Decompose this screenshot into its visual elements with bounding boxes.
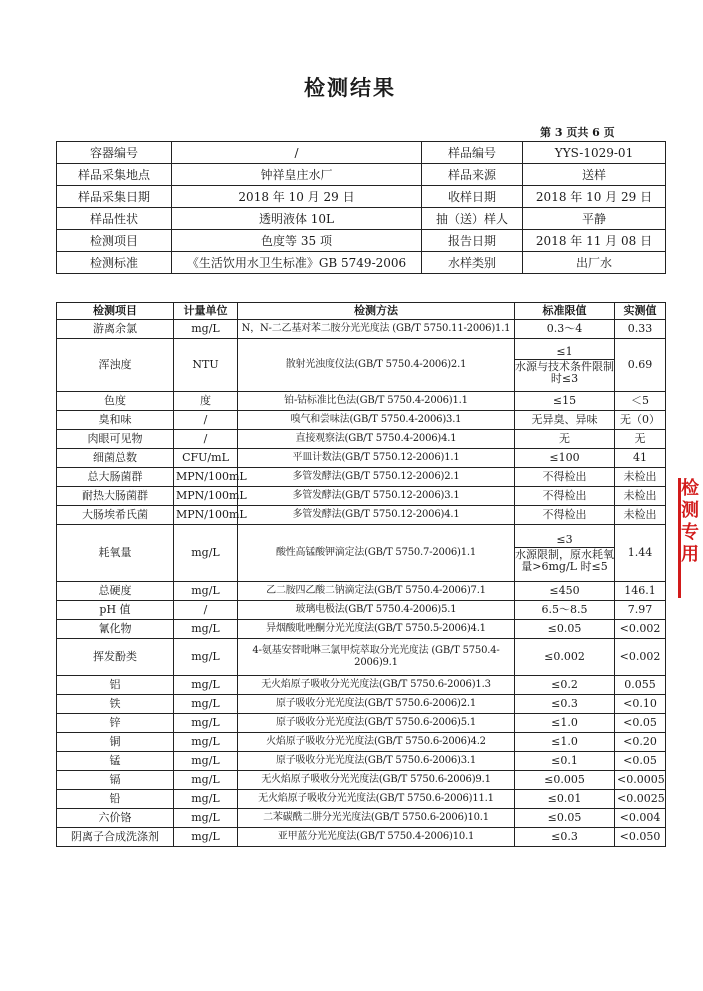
page-number: 第 3 页共 6 页 <box>540 126 615 139</box>
info-value: 2018 年 10 月 29 日 <box>172 186 422 208</box>
cell-limit: ≤0.1 <box>515 752 615 771</box>
cell-unit: mg/L <box>174 790 238 809</box>
cell-item: 铜 <box>57 733 174 752</box>
cell-value: <0.20 <box>615 733 666 752</box>
cell-limit: ≤0.2 <box>515 676 615 695</box>
cell-method: 原子吸收分光光度法(GB/T 5750.6-2006)5.1 <box>238 714 515 733</box>
cell-value: <0.004 <box>615 809 666 828</box>
table-row <box>57 582 666 601</box>
cell-limit: ≤1.0 <box>515 733 615 752</box>
cell-method: 多管发酵法(GB/T 5750.12-2006)3.1 <box>238 487 515 506</box>
info-value: 出厂水 <box>523 252 666 274</box>
cell-value: 未检出 <box>615 506 666 525</box>
info-value: 《生活饮用水卫生标准》GB 5749-2006 <box>172 252 422 274</box>
cell-item: 阴离子合成洗涤剂 <box>57 828 174 847</box>
info-value: 钟祥皇庄水厂 <box>172 164 422 186</box>
cell-unit: CFU/mL <box>174 449 238 468</box>
cell-item: 锰 <box>57 752 174 771</box>
cell-item: pH 值 <box>57 601 174 620</box>
cell-item: 六价铬 <box>57 809 174 828</box>
cell-value: <0.0005 <box>615 771 666 790</box>
cell-value: ＜5 <box>615 392 666 411</box>
table-row <box>57 506 666 525</box>
table-row <box>57 468 666 487</box>
info-label: 样品编号 <box>422 142 523 164</box>
header-method: 检测方法 <box>238 303 515 320</box>
cell-limit: ≤0.3 <box>515 828 615 847</box>
limit-primary: ≤1 <box>515 345 614 360</box>
cell-value: 0.33 <box>615 320 666 339</box>
table-row <box>57 639 666 676</box>
cell-item: 游离余氯 <box>57 320 174 339</box>
cell-unit: mg/L <box>174 733 238 752</box>
cell-unit: MPN/100mL <box>174 487 238 506</box>
cell-unit: mg/L <box>174 809 238 828</box>
red-seal-stamp: 检测专用 <box>678 478 703 598</box>
cell-limit: 无异臭、异味 <box>515 411 615 430</box>
cell-unit: MPN/100mL <box>174 468 238 487</box>
cell-limit: ≤100 <box>515 449 615 468</box>
cell-item: 锌 <box>57 714 174 733</box>
cell-limit: ≤0.002 <box>515 639 615 676</box>
info-label: 样品性状 <box>57 208 172 230</box>
cell-value: 无（0） <box>615 411 666 430</box>
cell-limit: ≤0.3 <box>515 695 615 714</box>
cell-value: 未检出 <box>615 487 666 506</box>
table-row <box>57 339 666 392</box>
cell-method: N，N-二乙基对苯二胺分光光度法 (GB/T 5750.11-2006)1.1 <box>238 320 515 339</box>
cell-method: 异烟酸吡唑酮分光光度法(GB/T 5750.5-2006)4.1 <box>238 620 515 639</box>
cell-method: 玻璃电极法(GB/T 5750.4-2006)5.1 <box>238 601 515 620</box>
cell-item: 耐热大肠菌群 <box>57 487 174 506</box>
cell-item: 细菌总数 <box>57 449 174 468</box>
cell-item: 臭和味 <box>57 411 174 430</box>
cell-unit: NTU <box>174 339 238 392</box>
cell-item: 挥发酚类 <box>57 639 174 676</box>
info-label: 收样日期 <box>422 186 523 208</box>
cell-unit: mg/L <box>174 771 238 790</box>
info-value: 送样 <box>523 164 666 186</box>
info-row <box>57 208 666 230</box>
cell-limit: ≤450 <box>515 582 615 601</box>
cell-method: 散射光浊度仪法(GB/T 5750.4-2006)2.1 <box>238 339 515 392</box>
header-unit: 计量单位 <box>174 303 238 320</box>
cell-limit: 6.5～8.5 <box>515 601 615 620</box>
cell-value: 1.44 <box>615 525 666 582</box>
table-row <box>57 809 666 828</box>
cell-limit: 不得检出 <box>515 506 615 525</box>
cell-unit: mg/L <box>174 525 238 582</box>
cell-item: 铅 <box>57 790 174 809</box>
table-row <box>57 714 666 733</box>
cell-method: 二苯碳酰二肼分光光度法(GB/T 5750.6-2006)10.1 <box>238 809 515 828</box>
info-row <box>57 142 666 164</box>
cell-method: 原子吸收分光光度法(GB/T 5750.6-2006)3.1 <box>238 752 515 771</box>
cell-method: 平皿计数法(GB/T 5750.12-2006)1.1 <box>238 449 515 468</box>
table-row <box>57 828 666 847</box>
cell-method: 多管发酵法(GB/T 5750.12-2006)4.1 <box>238 506 515 525</box>
info-value: 色度等 35 项 <box>172 230 422 252</box>
table-row <box>57 620 666 639</box>
sample-info-table <box>56 141 666 274</box>
cell-unit: mg/L <box>174 582 238 601</box>
cell-unit: mg/L <box>174 695 238 714</box>
table-row <box>57 676 666 695</box>
cell-unit: mg/L <box>174 714 238 733</box>
table-row <box>57 430 666 449</box>
info-row <box>57 230 666 252</box>
table-row <box>57 320 666 339</box>
cell-value: 未检出 <box>615 468 666 487</box>
cell-unit: mg/L <box>174 828 238 847</box>
cell-value: <0.002 <box>615 620 666 639</box>
cell-value: <0.002 <box>615 639 666 676</box>
cell-item: 总硬度 <box>57 582 174 601</box>
cell-value: 0.69 <box>615 339 666 392</box>
info-label: 检测项目 <box>57 230 172 252</box>
cell-limit: ≤1.0 <box>515 714 615 733</box>
limit-secondary: 水源限制，原水耗氧量>6mg/L 时≤5 <box>515 547 614 573</box>
results-table <box>56 302 666 847</box>
cell-method: 酸性高锰酸钾滴定法(GB/T 5750.7-2006)1.1 <box>238 525 515 582</box>
info-label: 样品采集日期 <box>57 186 172 208</box>
cell-limit: 不得检出 <box>515 487 615 506</box>
cell-value: 无 <box>615 430 666 449</box>
info-label: 检测标准 <box>57 252 172 274</box>
cell-item: 铁 <box>57 695 174 714</box>
cell-unit: mg/L <box>174 620 238 639</box>
info-value: 平静 <box>523 208 666 230</box>
table-row <box>57 695 666 714</box>
cell-unit: / <box>174 430 238 449</box>
cell-value: <0.0025 <box>615 790 666 809</box>
cell-method: 嗅气和尝味法(GB/T 5750.4-2006)3.1 <box>238 411 515 430</box>
cell-value: <0.05 <box>615 714 666 733</box>
info-label: 样品采集地点 <box>57 164 172 186</box>
cell-value: 7.97 <box>615 601 666 620</box>
cell-item: 大肠埃希氏菌 <box>57 506 174 525</box>
cell-unit: mg/L <box>174 320 238 339</box>
cell-method: 多管发酵法(GB/T 5750.12-2006)2.1 <box>238 468 515 487</box>
cell-item: 铝 <box>57 676 174 695</box>
table-row <box>57 411 666 430</box>
cell-unit: / <box>174 601 238 620</box>
cell-item: 总大肠菌群 <box>57 468 174 487</box>
info-value: 透明液体 10L <box>172 208 422 230</box>
table-row <box>57 752 666 771</box>
info-label: 容器编号 <box>57 142 172 164</box>
cell-unit: mg/L <box>174 639 238 676</box>
cell-unit: mg/L <box>174 676 238 695</box>
info-value: 2018 年 10 月 29 日 <box>523 186 666 208</box>
cell-item: 浑浊度 <box>57 339 174 392</box>
info-label: 报告日期 <box>422 230 523 252</box>
header-value: 实测值 <box>615 303 666 320</box>
table-row <box>57 525 666 582</box>
cell-method: 无火焰原子吸收分光光度法(GB/T 5750.6-2006)1.3 <box>238 676 515 695</box>
cell-limit: 无 <box>515 430 615 449</box>
results-header-row <box>57 303 666 320</box>
cell-item: 镉 <box>57 771 174 790</box>
table-row <box>57 449 666 468</box>
cell-method: 火焰原子吸收分光光度法(GB/T 5750.6-2006)4.2 <box>238 733 515 752</box>
cell-item: 氰化物 <box>57 620 174 639</box>
info-value: YYS-1029-01 <box>523 142 666 164</box>
cell-limit <box>515 525 615 582</box>
cell-method: 乙二胺四乙酸二钠滴定法(GB/T 5750.4-2006)7.1 <box>238 582 515 601</box>
cell-unit: / <box>174 411 238 430</box>
cell-method: 直接观察法(GB/T 5750.4-2006)4.1 <box>238 430 515 449</box>
table-row <box>57 733 666 752</box>
page-title: 检测结果 <box>304 75 396 100</box>
table-row <box>57 601 666 620</box>
cell-method: 铂-钴标准比色法(GB/T 5750.4-2006)1.1 <box>238 392 515 411</box>
cell-value: <0.10 <box>615 695 666 714</box>
info-value: / <box>172 142 422 164</box>
info-label: 样品来源 <box>422 164 523 186</box>
cell-limit: ≤0.05 <box>515 809 615 828</box>
cell-value: <0.05 <box>615 752 666 771</box>
cell-method: 亚甲蓝分光光度法(GB/T 5750.4-2006)10.1 <box>238 828 515 847</box>
cell-limit: 0.3～4 <box>515 320 615 339</box>
header-limit: 标准限值 <box>515 303 615 320</box>
cell-method: 无火焰原子吸收分光光度法(GB/T 5750.6-2006)9.1 <box>238 771 515 790</box>
cell-limit: ≤15 <box>515 392 615 411</box>
header-item: 检测项目 <box>57 303 174 320</box>
cell-limit: 不得检出 <box>515 468 615 487</box>
cell-item: 肉眼可见物 <box>57 430 174 449</box>
cell-limit: ≤0.01 <box>515 790 615 809</box>
cell-unit: MPN/100mL <box>174 506 238 525</box>
info-label: 抽（送）样人 <box>422 208 523 230</box>
cell-item: 耗氧量 <box>57 525 174 582</box>
cell-limit: ≤0.005 <box>515 771 615 790</box>
cell-value: 41 <box>615 449 666 468</box>
cell-value: <0.050 <box>615 828 666 847</box>
cell-unit: mg/L <box>174 752 238 771</box>
cell-limit: ≤0.05 <box>515 620 615 639</box>
table-row <box>57 487 666 506</box>
cell-method: 无火焰原子吸收分光光度法(GB/T 5750.6-2006)11.1 <box>238 790 515 809</box>
info-label: 水样类别 <box>422 252 523 274</box>
limit-primary: ≤3 <box>515 533 614 548</box>
info-row <box>57 252 666 274</box>
cell-item: 色度 <box>57 392 174 411</box>
cell-limit <box>515 339 615 392</box>
limit-secondary: 水源与技术条件限制时≤3 <box>515 359 614 385</box>
cell-value: 146.1 <box>615 582 666 601</box>
info-row <box>57 164 666 186</box>
cell-method: 原子吸收分光光度法(GB/T 5750.6-2006)2.1 <box>238 695 515 714</box>
cell-method: 4-氨基安替吡啉三氯甲烷萃取分光光度法 (GB/T 5750.4-2006)9.1 <box>238 639 515 676</box>
cell-value: 0.055 <box>615 676 666 695</box>
table-row <box>57 790 666 809</box>
table-row <box>57 392 666 411</box>
info-value: 2018 年 11 月 08 日 <box>523 230 666 252</box>
info-row <box>57 186 666 208</box>
table-row <box>57 771 666 790</box>
cell-unit: 度 <box>174 392 238 411</box>
